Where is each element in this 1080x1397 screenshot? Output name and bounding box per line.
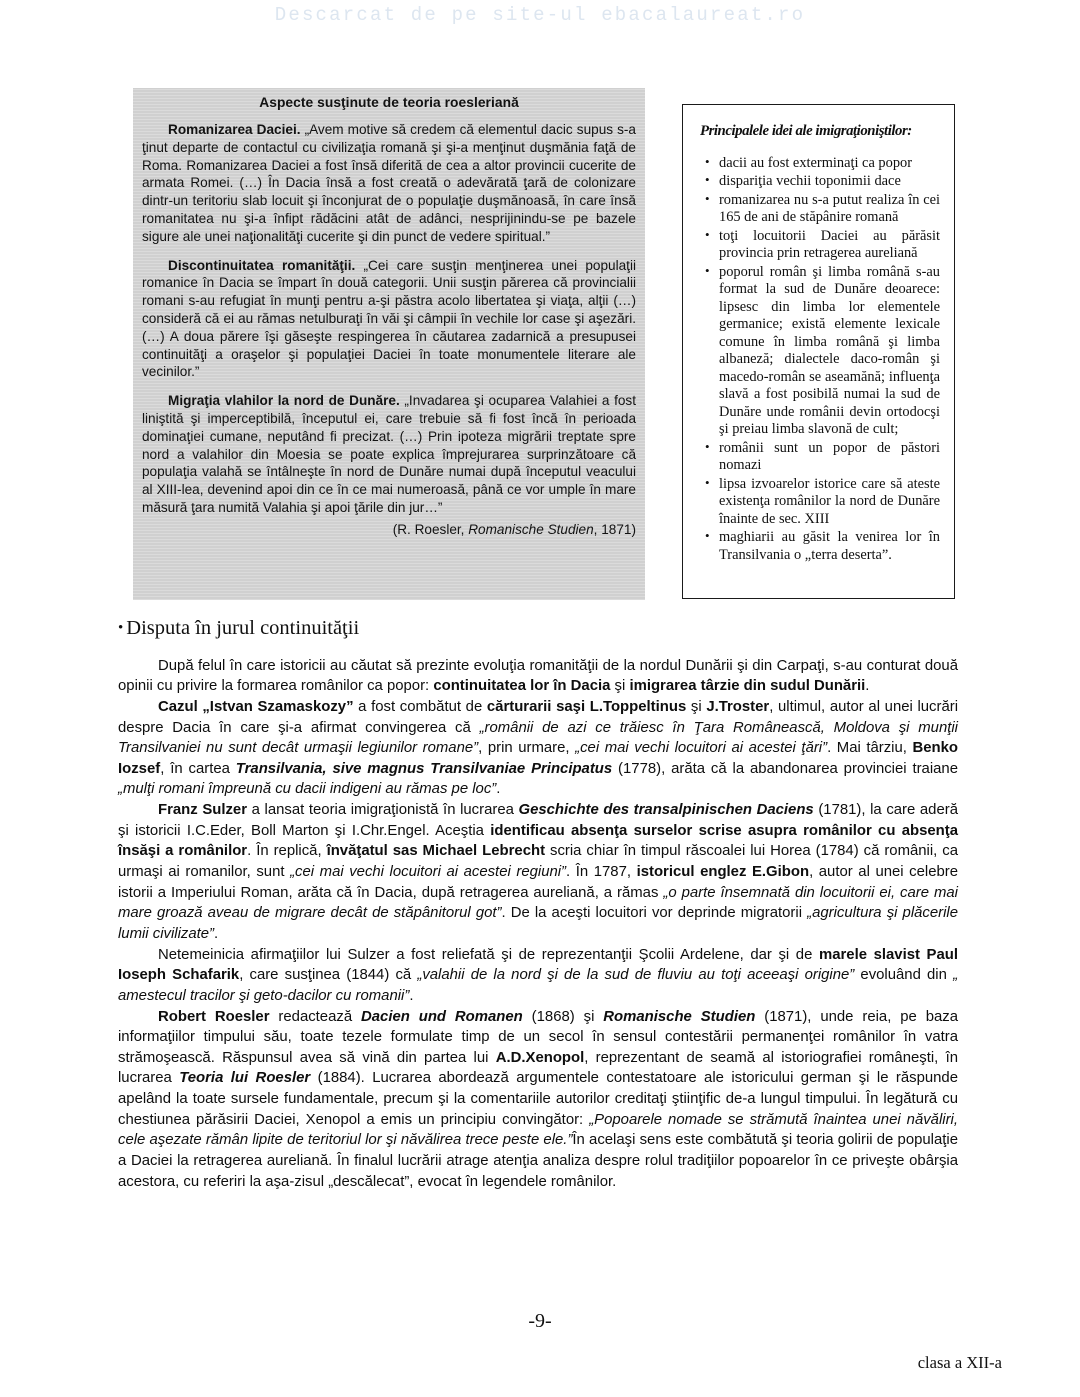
source-paragraph-lead: Discontinuitatea romanităţii. — [168, 257, 356, 273]
emphasis-bold-italic: Geschichte des transalpinischen Daciens — [518, 802, 814, 819]
emphasis-italic: „cei mai vechi locuitori ai acestei regiuni” — [290, 864, 567, 881]
source-paragraph: Migraţia vlahilor la nord de Dunăre. „Invadarea şi ocuparea Valahiei a fost liniştită şi imperceptibilă, începutul ei, care trebuie să fi fost încă în perioada dominaţiei cumane, neputând fi precizat. (…) Prin ipoteza migrării treptate spre nord a valahilor din Moesia se poate explica împrejurarea surprinzătoare că populaţia valahă se întâlneşte în nord de Dunăre numai după începutul veacului al XIII-lea, devenind apoi din ce în ce mai numeroasă, până ce vor umple în mare măsură ţara numită Valahia şi apoi ţările din jur…” — [142, 393, 636, 515]
section-heading-text: Disputa în jurul continuităţii — [126, 617, 360, 639]
source-paragraph-lead: Romanizarea Daciei. — [168, 122, 301, 138]
ideas-box-title: Principalele idei ale imigraţioniştilor: — [700, 123, 912, 139]
body-paragraph: Cazul „Istvan Szamaskozy” a fost combătut de cărturarii saşi L.Toppeltinus şi J.Troster, ultimul, autor al unei lucrări despre Dacia în care şi-a afirmat convingerea că „românii de azi ce trăiesc în Ţara Românească, Moldova şi munţii Transilvaniei nu sunt decât urmaşii legiunilor romane”, prin urmare, „cei mai vechi locuitori ai acestei ţări”. Mai târziu, Benko Iozsef, în cartea Transilvania, sive magnus Transilvaniae Principatus (1778), arăta că la abandonarea provinciei traiane „mulţi romani împreună cu dacii indigeni au rămas pe loc”. — [118, 698, 959, 798]
emphasis-bold-italic: Teoria lui Roesler — [179, 1070, 311, 1087]
immigrationist-ideas-box — [682, 104, 955, 599]
emphasis-bold-italic: Dacien und Romanen — [361, 1008, 523, 1025]
source-attribution: (R. Roesler, Romanische Studien, 1871) — [392, 521, 636, 537]
emphasis-bold: Franz Sulzer — [158, 802, 248, 819]
emphasis-bold: marele slavist Paul Ioseph Schafarik — [118, 946, 958, 984]
emphasis-italic: „cei mai vechi locuitori ai acestei ţări” — [575, 740, 828, 757]
emphasis-italic: „valahii de la nord şi de la sud de fluviu au toţi aceeaşi origine” — [417, 967, 855, 984]
emphasis-bold: J.Troster — [706, 698, 770, 715]
emphasis-bold: Benko Iozsef — [118, 740, 959, 777]
idea-list-item: • toţi locuitorii Daciei au părăsit provincia prin retragerea aureliană — [719, 228, 940, 263]
body-paragraph: Netemeinicia afirmaţiilor lui Sulzer a fost reliefată şi de reprezentanţii Şcolii Ardelene, dar şi de marele slavist Paul Ioseph Schafarik, care susţinea (1844) că „valahii de la nord şi de la sud de fluviu au toţi aceeaşi origine” evoluând din „ amestecul tracilor şi geto-dacilor cu romanii”. — [118, 946, 959, 1004]
emphasis-bold: Cazul „Istvan Szamaskozy” — [158, 698, 354, 715]
idea-list-item: • maghiarii au găsit la venirea lor în Transilvania o „terra deserta”. — [719, 529, 940, 564]
site-watermark: Descarcat de pe site-ul ebacalaureat.ro — [274, 4, 806, 26]
emphasis-bold: A.D.Xenopol — [495, 1049, 585, 1066]
source-paragraph: Discontinuitatea romanităţii. „Cei care susţin menţinerea unei populaţii romanice în Dacia se împart în două categorii. Unii susţin părerea că provincialii romani s-au refugiat în munţi pentru a-şi păstra acolo libertatea şi viaţa, alţii (…) consideră că ei au rămas netulburaţi în văi şi câmpii în vechile lor case şi aşezări. (…) A doua părere îşi găseşte respingerea în căutarea zadarnică a presupusei continuităţi a oraşelor şi populaţiei Daciei în toate monumentele literare ale vecinilor.” — [142, 257, 636, 380]
body-paragraph: Franz Sulzer a lansat teoria imigraţionistă în lucrarea Geschichte des transalpinischen Daciens (1781), la care aderă şi istoricii I.C.Eder, Boll Marton şi I.Chr.Engel. Aceştia identificau absenţa surselor scrise asupra românilor cu absenţa însăşi a românilor. În replică, învăţatul sas Michael Lebrecht scria chiar în timpul răscoalei lui Horea (1784) că românii, ca urmaşi ai romanilor, sunt „cei mai vechi locuitori ai acestei regiuni”. În 1787, istoricul englez E.Gibon, autor al unei celebre istorii a Imperiului Roman, arăta că în Dacia, după retragerea aureliană, a rămas „o parte însemnată din locuitorii ei, care mai mare groază aveau de migrare decât de stăpânitorul got”. De la aceşti locuitori vor deprinde migratorii „agricultura şi plăcerile lumii civilizate”. — [118, 802, 959, 942]
source-box-paragraphs — [142, 121, 636, 517]
emphasis-bold-italic: Romanische Studien — [603, 1008, 756, 1025]
emphasis-bold: continuitatea lor în Dacia — [433, 678, 611, 695]
main-body — [118, 616, 958, 1192]
emphasis-italic: „mulţi romani împreună cu dacii indigeni au rămas pe loc” — [118, 781, 497, 798]
source-paragraph: Romanizarea Daciei. „Avem motive să credem că elementul dacic supus s-a ţinut departe de contactul cu civilizaţia romană şi şi-a menţinut duşmănia faţă de Roma. Romanizarea Daciei a fost însă diferită de cea a altor provincii cucerite de armata Romei. (…) În Dacia însă a fost creată o adevărată ţară de colonizare dintr-un teritoriu slab locuit şi înconjurat de o populaţie duşmănoasă, în care însă romanitatea nu şi-a înfipt rădăcini atât de adânci, nesprijinindu-se pe bazele sigure ale unei naţionalităţi cucerite şi din punct de vedere spiritual.” — [142, 122, 636, 244]
idea-list-item: • lipsa izvoarelor istorice care să ateste existenţa românilor la nord de Dunăre înainte de sec. XIII — [719, 476, 940, 529]
body-paragraphs — [118, 656, 958, 1193]
emphasis-italic: „Popoarele nomade se strămută înaintea unei năvăliri, cele aşezate rămân lipite de teritoriul lor şi năvălirea trece peste ele.” — [118, 1111, 958, 1149]
idea-list-item: • românii sunt un popor de păstori nomazi — [719, 440, 940, 475]
source-work-title: Romanische Studien — [468, 521, 594, 537]
source-box-title: Aspecte susţinute de teoria roesleriană — [259, 95, 519, 110]
body-paragraph: După felul în care istoricii au căutat să prezinte evoluţia romanităţii de la nordul Dunării şi din Carpaţi, s-au conturat două opinii cu privire la formarea românilor ca popor: continuitatea lor în Dacia şi imigrarea târzie din sudul Dunării. — [118, 657, 958, 695]
emphasis-italic: „românii de azi ce trăiesc în Ţara Românească, Moldova şi munţii Transilvaniei nu sunt decât urmaşii legiunilor romane” — [118, 719, 958, 757]
idea-list-item: • dacii au fost exterminaţi ca popor — [719, 155, 940, 173]
emphasis-bold: identificau absenţa surselor scrise asupra românilor cu absenţa însăşi a românilor — [118, 822, 958, 860]
idea-list-item: • dispariţia vechii toponimii dace — [719, 173, 940, 191]
emphasis-bold: cărturarii saşi L.Toppeltinus — [486, 698, 687, 715]
footer-class-label: clasa a XII-a — [917, 1353, 1002, 1372]
emphasis-bold: învăţatul sas Michael Lebrecht — [326, 843, 546, 860]
page-number: -9- — [528, 1310, 552, 1332]
emphasis-bold-italic: Transilvania, sive magnus Transilvaniae Principatus — [235, 760, 613, 777]
emphasis-bold: Robert Roesler — [158, 1008, 270, 1025]
idea-list-item: • poporul român şi limba română s-au format la sud de Dunăre deoarece: lipsesc din limba lor elementele germanice; există elemente lexicale comune în limba română şi limba albaneză; dialectele daco-român şi macedo-român se aseamănă; influenţa slavă a fost posibilă numai la sud de Dunăre unde românii devin ortodocşi şi preiau limba slavonă de cult; — [719, 264, 940, 439]
ideas-list — [698, 155, 940, 565]
emphasis-bold: istoricul englez E.Gibon — [636, 864, 810, 881]
source-boxes-row — [133, 88, 955, 600]
emphasis-italic: „o parte însemnată din locuitorii ei, care mai mare groază aveau de migrare decât de stăpânitorul got” — [118, 884, 958, 922]
roesler-theory-source-box — [133, 88, 645, 600]
idea-list-item: • romanizarea nu s-a putut realiza în cei 165 de ani de stăpânire romană — [719, 192, 940, 227]
emphasis-italic: „agricultura şi plăcerile lumii civilizate” — [118, 905, 958, 942]
emphasis-bold: imigrarea târzie din sudul Dunării — [629, 678, 866, 695]
section-heading — [118, 616, 958, 642]
source-paragraph-lead: Migraţia vlahilor la nord de Dunăre. — [168, 393, 400, 409]
bullet-dot-icon: • — [118, 620, 124, 636]
body-paragraph: Robert Roesler redactează Dacien und Romanen (1868) şi Romanische Studien (1871), unde reia, pe baza informaţiilor timpului său, toate tezele formulate timp de un secol în sensul contestării permanenţei românilor în vatra strămoşească. Răspunsul avea să vină din partea lui A.D.Xenopol, reprezentant de seamă al istoriografiei româneşti, în lucrarea Teoria lui Roesler (1884). Lucrarea abordează argumentele contestatoare ale istoricului german şi le răspunde apelând la toate sursele fundamentale, precum şi la comentariile autorilor creditaţi ştiinţific de-a lungul timpului. În legătură cu chestiunea părăsirii Daciei, Xenopol a emis un principiu convingător: „Popoarele nomade se strămută înaintea unei năvăliri, cele aşezate rămân lipite de teritoriul lor şi năvălirea trece peste ele.”În acelaşi sens este combătută şi teoria golirii de populaţie a Daciei la retragerea aureliană. În finalul lucrării atrage atenţia analiza despre rolul tradiţiilor popoarelor în ce priveşte obârşia acestora, cu referiri la aşa-zisul „descălecat”, evocat în legendele românilor. — [118, 1008, 958, 1190]
emphasis-italic: „ amestecul tracilor şi geto-dacilor cu romanii” — [118, 967, 959, 1004]
